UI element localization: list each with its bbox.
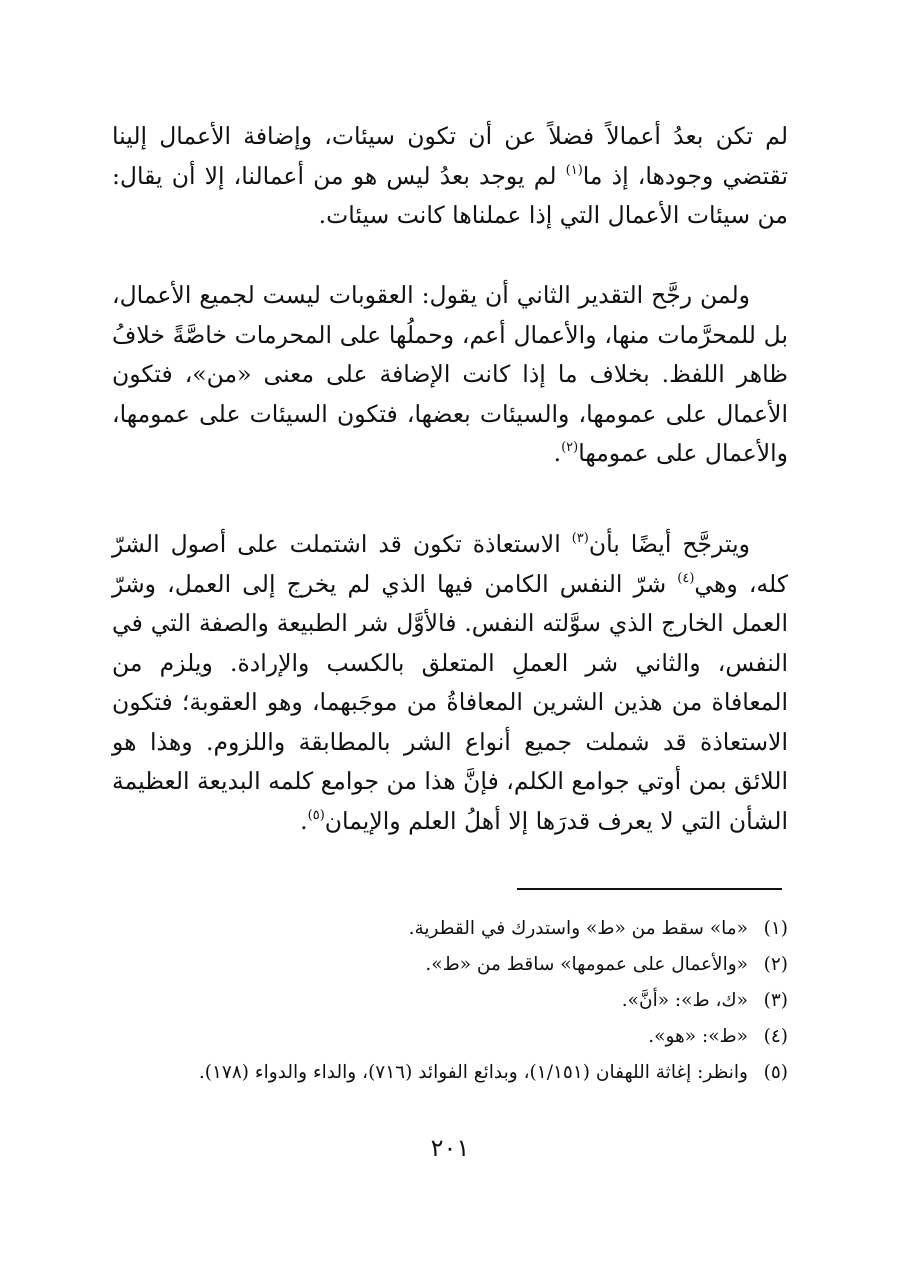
paragraph-3-text-c: شرّ النفس الكامن فيها الذي لم يخرج إلى العمل، وشرّ العمل الخارج الذي سوَّلته النفس. فالأوَّل شر الطبيعة والصفة التي في النفس، والثاني شر العملِ المتعلق بالكسب والإرادة. ويلزم من المعافاة من هذين الشرين المعافاةُ من موجَبهما، وهو العقوبة؛ فتكون الاستعاذة قد شملت جميع أنواع الشر بالمطابقة واللزوم. وهذا هو اللائق بمن أوتي جوامع الكلم، فإنَّ هذا من جوامع كلمه البديعة العظيمة الشأن التي لا يعرف قدرَها إلا أهلُ العلم والإيمان xyxy=(111,569,788,835)
paragraph-1-continuation: لم يوجد بعدُ ليس هو من أعمالنا، إلا أن يقال: من سيئات الأعمال التي إذا عملناها كانت سيئات. xyxy=(112,161,788,229)
footnote-ref-1: (١) xyxy=(565,162,583,178)
footnote-text: وانظر: إغاثة اللهفان (١/١٥١)، وبدائع الفوائد (٧١٦)، والداء والدواء (١٧٨). xyxy=(198,1062,748,1083)
footnote-number: (١) xyxy=(763,918,788,939)
footnote-text: «ط»: «هو». xyxy=(648,1026,748,1047)
footnote-1 xyxy=(112,911,788,947)
paragraph-3 xyxy=(112,525,788,841)
footnote-ref-4: (٤) xyxy=(677,570,695,586)
paragraph-3-text-b: الاستعاذة تكون قد اشتملت على أصول الشرّ كله، وهي xyxy=(112,530,789,598)
footnote-5 xyxy=(112,1055,788,1091)
footnote-2 xyxy=(112,947,788,983)
footnote-text: «ما» سقط من «ط» واستدرك في القطرية. xyxy=(408,918,748,939)
paragraph-1-text: لم تكن بعدُ أعمالاً فضلاً عن أن تكون سيئات، وإضافة الأعمال إلينا تقتضي وجودها، إذ ما xyxy=(112,122,788,190)
page-number: ٢٠١ xyxy=(430,1134,470,1162)
footnote-number: (٤) xyxy=(763,1026,788,1047)
paragraph-2 xyxy=(112,276,788,474)
paragraph-2-text: ولمن رجَّح التقدير الثاني أن يقول: العقوبات ليست لجميع الأعمال، بل للمحرَّمات منها، والأعمال أعم، وحملُها على المحرمات خاصَّةً خلافُ ظاهر اللفظ. بخلاف ما إذا كانت الإضافة على معنى «من»، فتكون الأعمال على عمومها، والسيئات بعضها، فتكون السيئات على عمومها، والأعمال على عمومها xyxy=(112,281,788,467)
footnote-3 xyxy=(112,983,788,1019)
footnote-text: «والأعمال على عمومها» ساقط من «ط». xyxy=(425,954,748,975)
footnote-divider xyxy=(517,888,782,890)
footnote-ref-2: (٢) xyxy=(561,440,579,455)
paragraph-3-text-a: ويترجَّح أيضًا بأن xyxy=(588,530,750,558)
footnotes-list xyxy=(112,911,788,1091)
footnote-text: «ك، ط»: «أنَّ». xyxy=(621,990,748,1011)
paragraph-2-end: . xyxy=(553,439,562,467)
footnote-number: (٥) xyxy=(763,1062,788,1083)
footnote-number: (٢) xyxy=(763,954,788,975)
footnote-ref-5: (٥) xyxy=(307,807,325,823)
paragraph-3-end: . xyxy=(300,806,308,835)
paragraph-1 xyxy=(112,117,788,236)
footnote-4 xyxy=(112,1019,788,1055)
footnote-number: (٣) xyxy=(763,990,788,1011)
footnote-ref-3: (٣) xyxy=(571,531,589,546)
